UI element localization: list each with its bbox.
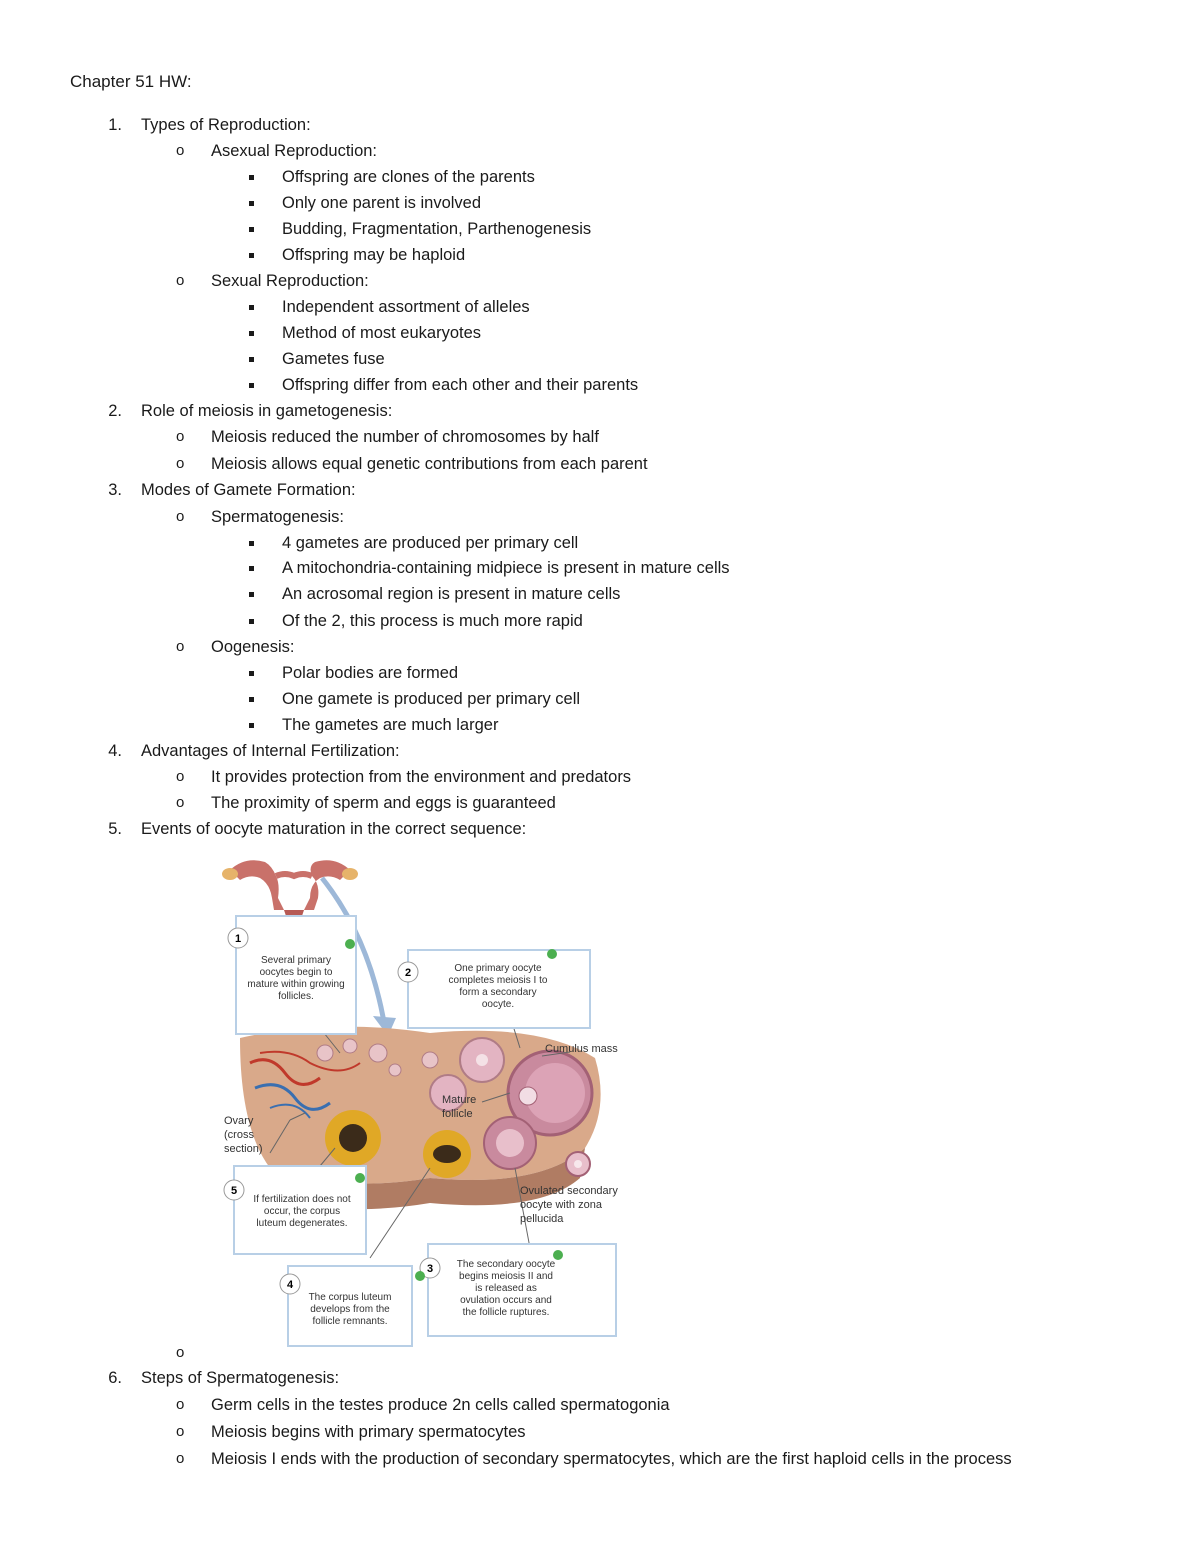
svg-text:form a secondary: form a secondary xyxy=(459,987,537,998)
sub-item: Meiosis allows equal genetic contributions from each parent xyxy=(211,455,648,473)
sub-marker: o xyxy=(176,428,185,445)
svg-text:5: 5 xyxy=(230,1185,238,1197)
page-title: Chapter 51 HW: xyxy=(70,72,192,91)
bullet-item: Of the 2, this process is much more rapid xyxy=(282,612,583,630)
item-number: 5. xyxy=(108,820,122,838)
bullet-item: The gametes are much larger xyxy=(282,716,499,734)
svg-text:is released as: is released as xyxy=(475,1283,537,1294)
step-box-4 xyxy=(280,1266,425,1346)
svg-text:4: 4 xyxy=(286,1279,294,1291)
svg-text:ovulation occurs and: ovulation occurs and xyxy=(460,1295,552,1306)
bullet-marker xyxy=(249,357,254,362)
sub-marker: o xyxy=(176,794,185,811)
item-number: 1. xyxy=(108,116,122,134)
svg-text:follicles.: follicles. xyxy=(278,991,314,1002)
sub-heading: Sexual Reproduction: xyxy=(211,272,369,290)
oocyte-maturation-figure xyxy=(210,848,650,1348)
svg-text:Several primary: Several primary xyxy=(260,955,332,966)
item-heading: Advantages of Internal Fertilization: xyxy=(141,742,400,760)
bullet-item: Offspring may be haploid xyxy=(282,246,466,264)
bullet-item: Budding, Fragmentation, Parthenogenesis xyxy=(282,220,592,238)
sub-marker: o xyxy=(176,1450,185,1467)
svg-text:oocyte.: oocyte. xyxy=(481,999,515,1010)
svg-text:2: 2 xyxy=(404,967,412,979)
svg-text:oocytes begin to: oocytes begin to xyxy=(259,967,333,978)
item-heading: Events of oocyte maturation in the correct sequence: xyxy=(141,820,527,838)
sub-item: Meiosis reduced the number of chromosomes by half xyxy=(211,428,599,446)
ovulated-label: pellucida xyxy=(520,1213,564,1225)
bullet-marker xyxy=(249,566,254,571)
bullet-marker xyxy=(249,697,254,702)
svg-text:The secondary oocyte: The secondary oocyte xyxy=(456,1259,556,1270)
sub-heading: Oogenesis: xyxy=(211,638,295,656)
mature-follicle-label: Mature xyxy=(442,1094,477,1106)
check-icon xyxy=(415,1271,425,1281)
sub-marker: o xyxy=(176,1423,185,1440)
bullet-item: An acrosomal region is present in mature cells xyxy=(282,585,621,603)
svg-text:completes meiosis I to: completes meiosis I to xyxy=(448,975,548,986)
bullet-item: 4 gametes are produced per primary cell xyxy=(282,534,579,552)
bullet-marker xyxy=(249,201,254,206)
mature-follicle-label: follicle xyxy=(442,1108,473,1120)
bullet-item: Method of most eukaryotes xyxy=(282,324,482,342)
bullet-item: Offspring differ from each other and their parents xyxy=(282,376,639,394)
bullet-item: Polar bodies are formed xyxy=(282,664,459,682)
ovary-label: (cross xyxy=(224,1129,254,1141)
item-number: 3. xyxy=(108,481,122,499)
svg-text:luteum degenerates.: luteum degenerates. xyxy=(256,1218,348,1229)
bullet-item: Independent assortment of alleles xyxy=(282,298,530,316)
bullet-marker xyxy=(249,331,254,336)
sub-item: The proximity of sperm and eggs is guaranteed xyxy=(211,794,556,812)
step-box-3 xyxy=(420,1244,616,1336)
check-icon xyxy=(355,1173,365,1183)
bullet-marker xyxy=(249,253,254,258)
sub-item: Meiosis I ends with the production of secondary spermatocytes, which are the first haploid cells in the process xyxy=(211,1450,1012,1468)
bullet-marker xyxy=(249,227,254,232)
svg-text:follicle remnants.: follicle remnants. xyxy=(312,1316,388,1327)
bullet-marker xyxy=(249,541,254,546)
sub-item: Germ cells in the testes produce 2n cells called spermatogonia xyxy=(211,1396,670,1414)
sub-heading: Asexual Reproduction: xyxy=(211,142,378,160)
item-heading: Role of meiosis in gametogenesis: xyxy=(141,402,393,420)
svg-text:the follicle ruptures.: the follicle ruptures. xyxy=(462,1307,550,1318)
item-heading: Types of Reproduction: xyxy=(141,116,311,134)
bullet-marker xyxy=(249,305,254,310)
sub-marker: o xyxy=(176,508,185,525)
cumulus-label: Cumulus mass xyxy=(545,1043,618,1055)
bullet-item: Only one parent is involved xyxy=(282,194,482,212)
check-icon xyxy=(345,939,355,949)
ovary-label: section) xyxy=(224,1143,263,1155)
sub-item: It provides protection from the environment and predators xyxy=(211,768,632,786)
bullet-item: Offspring are clones of the parents xyxy=(282,168,535,186)
sub-marker: o xyxy=(176,142,185,159)
svg-text:mature within growing: mature within growing xyxy=(247,979,345,990)
item-number: 4. xyxy=(108,742,122,760)
bullet-marker xyxy=(249,175,254,180)
sub-marker: o xyxy=(176,1344,185,1361)
bullet-marker xyxy=(249,619,254,624)
check-icon xyxy=(547,949,557,959)
sub-marker: o xyxy=(176,768,185,785)
item-heading: Modes of Gamete Formation: xyxy=(141,481,356,499)
bullet-item: One gamete is produced per primary cell xyxy=(282,690,581,708)
sub-marker: o xyxy=(176,455,185,472)
sub-marker: o xyxy=(176,1396,185,1413)
sub-heading: Spermatogenesis: xyxy=(211,508,344,526)
svg-text:develops from the: develops from the xyxy=(310,1304,390,1315)
bullet-marker xyxy=(249,723,254,728)
sub-item: Meiosis begins with primary spermatocytes xyxy=(211,1423,526,1441)
svg-text:1: 1 xyxy=(234,933,242,945)
svg-text:begins meiosis II and: begins meiosis II and xyxy=(459,1271,553,1282)
ovary-label: Ovary xyxy=(224,1115,254,1127)
svg-text:If fertilization does not: If fertilization does not xyxy=(253,1194,351,1205)
item-heading: Steps of Spermatogenesis: xyxy=(141,1369,340,1387)
svg-text:One primary oocyte: One primary oocyte xyxy=(454,963,542,974)
ovulated-label: oocyte with zona xyxy=(520,1199,602,1211)
bullet-marker xyxy=(249,671,254,676)
svg-text:occur, the corpus: occur, the corpus xyxy=(263,1206,341,1217)
svg-text:The corpus luteum: The corpus luteum xyxy=(308,1292,392,1303)
bullet-item: A mitochondria-containing midpiece is present in mature cells xyxy=(282,559,730,577)
step-box-5 xyxy=(224,1166,366,1254)
svg-text:3: 3 xyxy=(426,1263,434,1275)
bullet-marker xyxy=(249,383,254,388)
sub-marker: o xyxy=(176,272,185,289)
bullet-item: Gametes fuse xyxy=(282,350,385,368)
item-number: 2. xyxy=(108,402,122,420)
item-number: 6. xyxy=(108,1369,122,1387)
bullet-marker xyxy=(249,592,254,597)
step-box-2 xyxy=(398,949,590,1028)
step-box-1 xyxy=(228,916,356,1034)
ovulated-label: Ovulated secondary xyxy=(520,1185,618,1197)
sub-marker: o xyxy=(176,638,185,655)
